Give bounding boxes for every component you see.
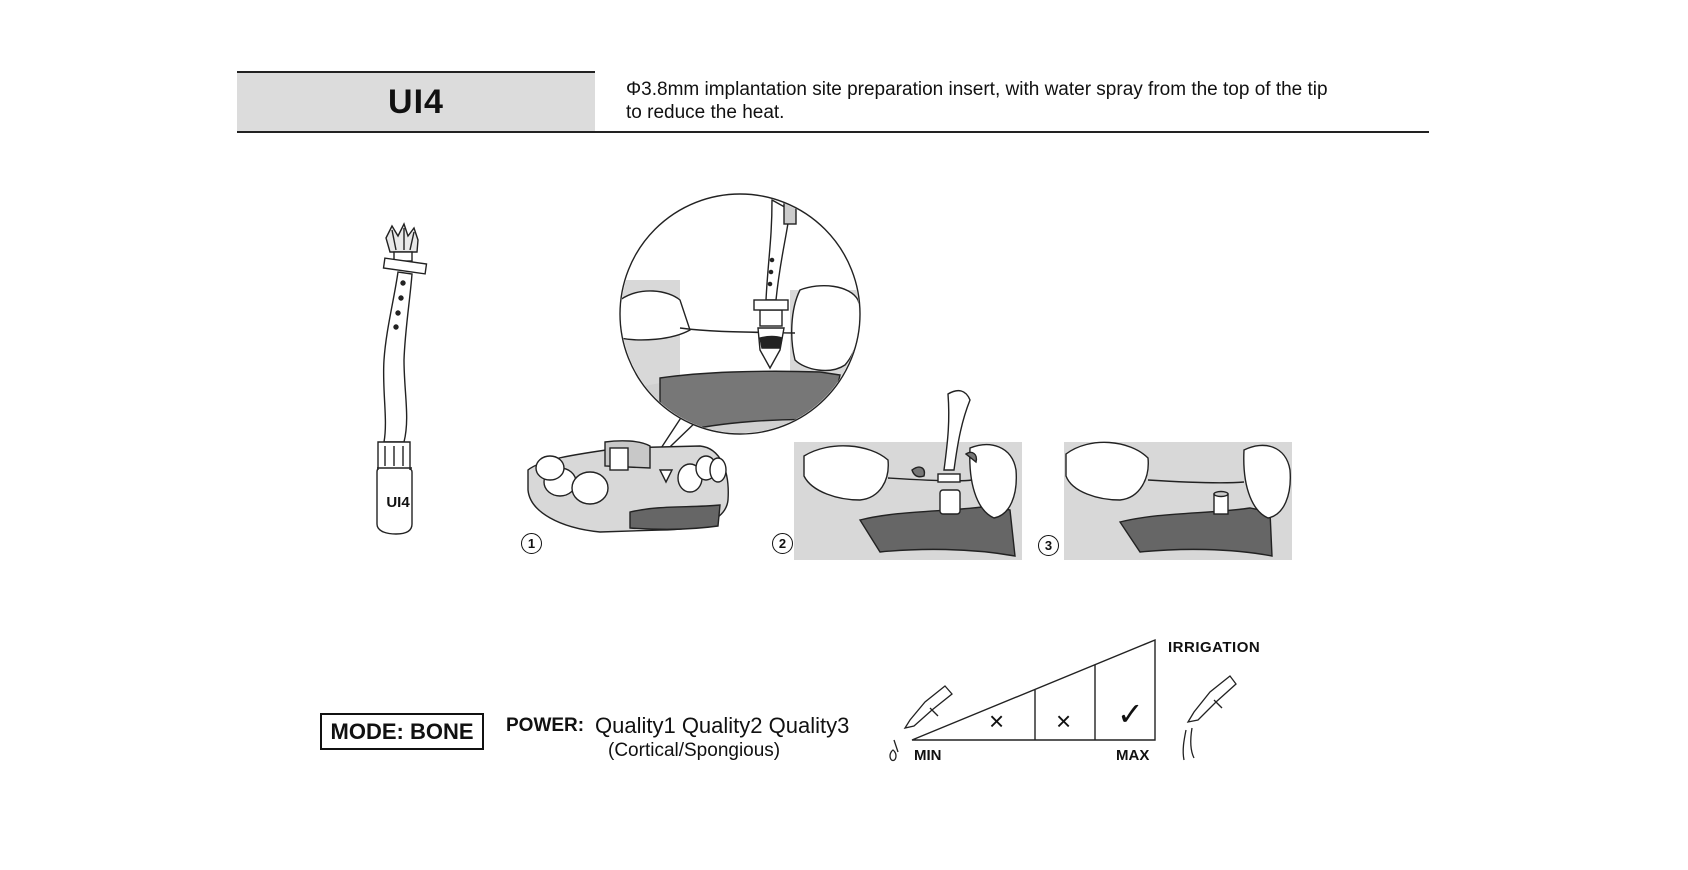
irrigation-label: IRRIGATION xyxy=(1168,639,1261,656)
tip-label: UI4 xyxy=(386,494,410,511)
handpiece-max-icon xyxy=(1183,676,1236,760)
tip-illustration xyxy=(377,224,426,534)
power-label: POWER: xyxy=(506,715,585,736)
power-values: Quality1 Quality2 Quality3 xyxy=(595,713,850,738)
model-title: UI4 xyxy=(237,73,595,131)
mode-badge: MODE: BONE xyxy=(320,713,484,750)
irrigation-min-label: MIN xyxy=(914,747,942,764)
description-line-2: to reduce the heat. xyxy=(626,102,785,123)
power-subtitle: (Cortical/Spongious) xyxy=(608,740,781,761)
step-number-3: 3 xyxy=(1038,535,1059,556)
step2-illustration xyxy=(794,391,1022,560)
description-line-1: Φ3.8mm implantation site preparation insert, with water spray from the top of the tip xyxy=(626,79,1328,100)
irrigation-max-label: MAX xyxy=(1116,747,1150,764)
step-number-2: 2 xyxy=(772,533,793,554)
irrigation-mark-high: ✓ xyxy=(1117,696,1144,732)
irrigation-mark-mid: × xyxy=(1056,706,1072,736)
irrigation-mark-low: × xyxy=(989,706,1005,736)
step-number-1: 1 xyxy=(521,533,542,554)
step3-illustration xyxy=(1064,442,1292,560)
